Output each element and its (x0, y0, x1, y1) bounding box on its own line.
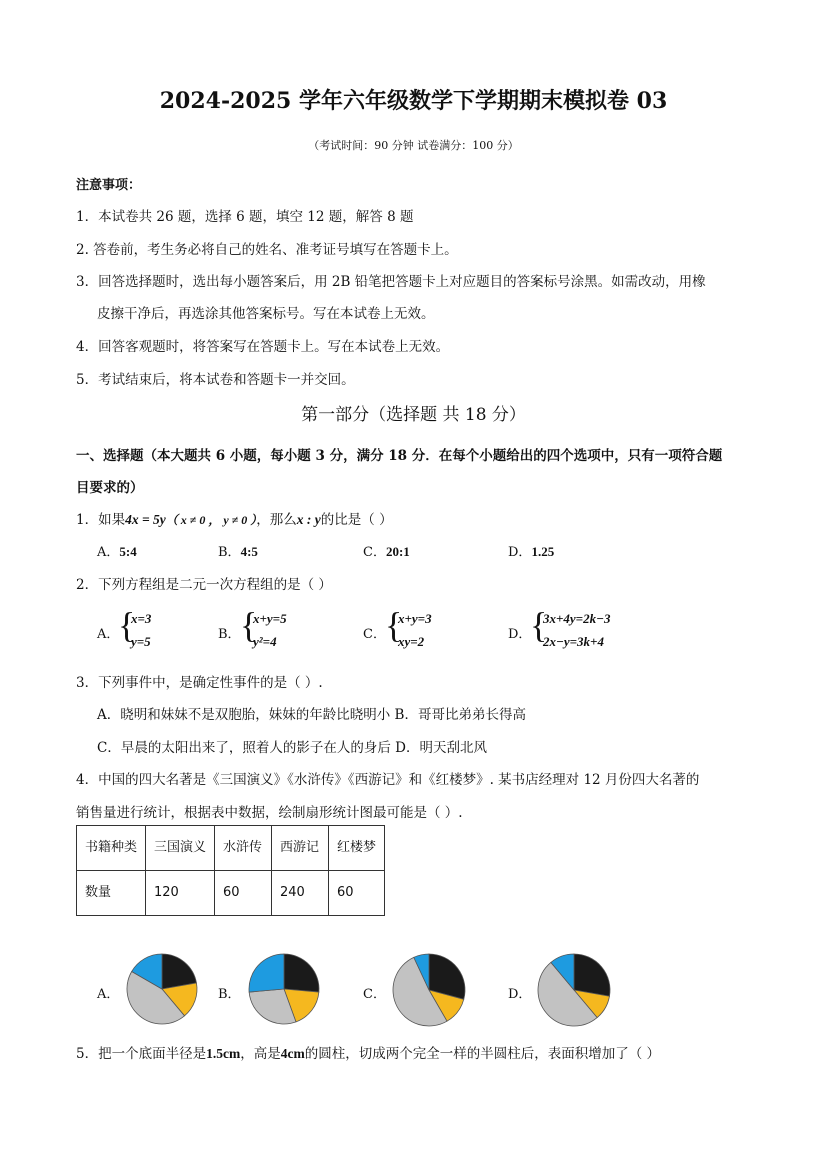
brace-icon: { (118, 605, 136, 645)
q1-option-d: D．1.25 (508, 544, 555, 560)
table-cell: 书籍种类 (77, 826, 146, 871)
question-5: 5．把一个底面半径是1.5cm，高是4cm的圆柱，切成两个完全一样的半圆柱后，表面积增加了（ ） (76, 1046, 661, 1062)
pie-slice-blue (249, 954, 284, 992)
exam-info: （考试时间：90 分钟 试卷满分：100 分） (308, 139, 519, 152)
pie-chart-option-a (124, 953, 200, 1025)
table-cell: 60 (329, 871, 385, 916)
pie-chart-option-d (535, 953, 613, 1027)
q2-c-eq2: xy=2 (398, 634, 425, 649)
q2-a-eq2: y=5 (131, 634, 151, 649)
q2-a-eq1: x=3 (131, 611, 152, 626)
table-cell: 西游记 (272, 826, 329, 871)
q2-c-eq1: x+y=3 (398, 611, 432, 626)
notice-item: 3．回答选择题时，选出每小题答案后，用 2B 铅笔把答题卡上对应题目的答案标号涂黑。如需改动，用橡 (76, 274, 706, 290)
notice-item: 4．回答客观题时，将答案写在答题卡上。写在本试卷上无效。 (76, 339, 450, 355)
sales-table (76, 825, 385, 916)
brace-icon: { (530, 605, 548, 645)
table-row (77, 871, 385, 916)
brace-icon: { (240, 605, 258, 645)
q4-option-c-label: C． (363, 987, 386, 1002)
q1-option-b: B．4:5 (218, 544, 258, 560)
table-cell: 240 (272, 871, 329, 916)
question-3: 3．下列事件中，是确定性事件的是（ ）. (76, 675, 323, 691)
q2-b-eq2: y²=4 (253, 634, 277, 649)
q1-option-a: A．5:4 (97, 544, 137, 560)
pie-chart-option-c (389, 953, 469, 1027)
q2-option-a-label: A． (97, 627, 120, 642)
q4-option-b-label: B． (218, 987, 241, 1002)
table-cell: 水浒传 (215, 826, 272, 871)
section-title: 第一部分（选择题 共 18 分） (301, 405, 526, 425)
q3-options-ab: A．晓明和妹妹不是双胞胎，妹妹的年龄比晓明小 B．哥哥比弟弟长得高 (97, 707, 526, 723)
q2-b-eq1: x+y=5 (253, 611, 287, 626)
table-cell: 红楼梦 (329, 826, 385, 871)
q3-options-cd: C．早晨的太阳出来了，照着人的影子在人的身后 D．明天刮北风 (97, 740, 487, 756)
table-cell: 60 (215, 871, 272, 916)
question-1: 1．如果4x = 5y（ x ≠ 0 ， y ≠ 0 ），那么x : y的比是（ ） (76, 512, 393, 528)
q1-option-c: C．20:1 (363, 544, 410, 560)
part-heading-cont: 目要求的） (76, 480, 144, 496)
question-4-cont: 销售量进行统计，根据表中数据，绘制扇形统计图最可能是（ ）. (76, 805, 463, 821)
table-cell: 三国演义 (146, 826, 215, 871)
question-2: 2．下列方程组是二元一次方程组的是（ ） (76, 577, 332, 593)
pie-chart-option-b (246, 953, 322, 1025)
question-4: 4．中国的四大名著是《三国演义》《水浒传》《西游记》和《红楼梦》. 某书店经理对 12 月份四大名著的 (76, 772, 700, 788)
table-cell: 数量 (77, 871, 146, 916)
pie-slice-black (574, 954, 610, 996)
page-title: 2024-2025 学年六年级数学下学期期末模拟卷 03 (159, 88, 668, 114)
pie-slice-black (284, 954, 319, 992)
notice-item: 皮擦干净后，再选涂其他答案标号。写在本试卷上无效。 (97, 306, 435, 322)
notice-heading: 注意事项： (76, 178, 142, 193)
table-row (77, 826, 385, 871)
q2-option-b-label: B． (218, 627, 241, 642)
brace-icon: { (385, 605, 403, 645)
part-heading: 一、选择题（本大题共 6 小题，每小题 3 分，满分 18 分．在每个小题给出的四个选项中，只有一项符合题 (76, 448, 723, 464)
q2-option-c-label: C． (363, 627, 386, 642)
q2-d-eq1: 3x+4y=2k−3 (543, 611, 611, 626)
notice-item: 2. 答卷前，考生务必将自己的姓名、准考证号填写在答题卡上。 (76, 242, 458, 258)
notice-item: 1．本试卷共 26 题，选择 6 题，填空 12 题，解答 8 题 (76, 209, 414, 225)
q2-d-eq2: 2x−y=3k+4 (543, 634, 604, 649)
notice-item: 5．考试结束后，将本试卷和答题卡一并交回。 (76, 372, 355, 388)
table-cell: 120 (146, 871, 215, 916)
q4-option-d-label: D． (508, 987, 532, 1002)
q4-option-a-label: A． (97, 987, 120, 1002)
q2-option-d-label: D． (508, 627, 532, 642)
